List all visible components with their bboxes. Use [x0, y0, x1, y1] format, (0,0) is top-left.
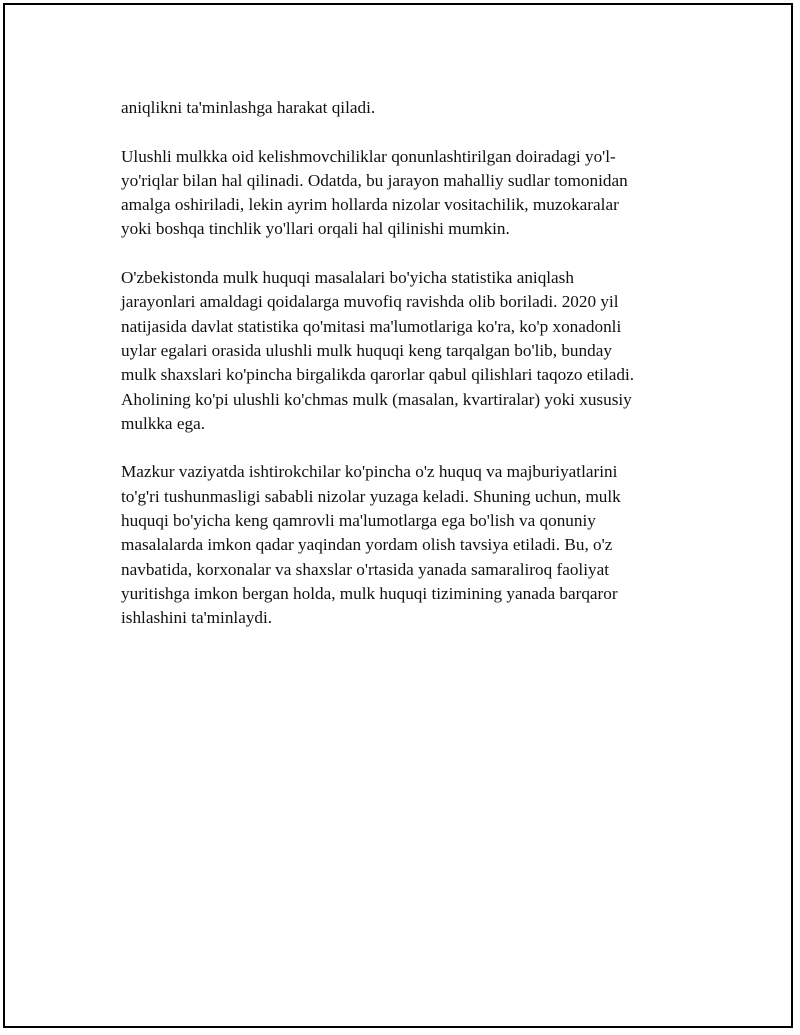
- text-line: jarayonlari amaldagi qoidalarga muvofiq ravishda olib boriladi. 2020 yil: [121, 292, 619, 312]
- text-line: mulk shaxslari ko'pincha birgalikda qarorlar qabul qilishlari taqozo etiladi.: [121, 365, 635, 385]
- document-body: [121, 96, 681, 655]
- text-line: amalga oshiriladi, lekin ayrim hollarda nizolar vositachilik, muzokaralar: [121, 195, 619, 215]
- text-line: to'g'ri tushunmasligi sababli nizolar yuzaga keladi. Shuning uchun, mulk: [121, 486, 621, 506]
- paragraph-1: [121, 96, 681, 120]
- text-line: yuritishga imkon bergan holda, mulk huquqi tizimining yanada barqaror: [121, 583, 618, 603]
- text-line: masalalarda imkon qadar yaqindan yordam olish tavsiya etiladi. Bu, o'z: [121, 535, 613, 555]
- document-page: [3, 3, 793, 1028]
- text-line: mulkka ega.: [121, 413, 205, 433]
- text-line: Aholining ko'pi ulushli ko'chmas mulk (masalan, kvartiralar) yoki xususiy: [121, 389, 632, 409]
- paragraph-3: [121, 266, 681, 436]
- text-line: ishlashini ta'minlaydi.: [121, 608, 273, 628]
- text-line: aniqlikni ta'minlashga harakat qiladi.: [121, 98, 376, 117]
- text-line: navbatida, korxonalar va shaxslar o'rtasida yanada samaraliroq faoliyat: [121, 559, 609, 579]
- text-line: natijasida davlat statistika qo'mitasi ma'lumotlariga ko'ra, ko'p xonadonli: [121, 316, 622, 336]
- text-line: O'zbekistonda mulk huquqi masalalari bo'yicha statistika aniqlash: [121, 268, 574, 288]
- text-line: yoki boshqa tinchlik yo'llari orqali hal qilinishi mumkin.: [121, 219, 510, 239]
- text-line: Mazkur vaziyatda ishtirokchilar ko'pincha o'z huquq va majburiyatlarini: [121, 462, 618, 482]
- text-line: huquqi bo'yicha keng qamrovli ma'lumotlarga ega bo'lish va qonuniy: [121, 511, 596, 531]
- paragraph-2: [121, 145, 681, 242]
- text-line: yo'riqlar bilan hal qilinadi. Odatda, bu jarayon mahalliy sudlar tomonidan: [121, 170, 628, 190]
- text-line: uylar egalari orasida ulushli mulk huquqi keng tarqalgan bo'lib, bunday: [121, 340, 612, 360]
- paragraph-4: [121, 460, 681, 630]
- text-line: Ulushli mulkka oid kelishmovchiliklar qonunlashtirilgan doiradagi yo'l-: [121, 146, 616, 166]
